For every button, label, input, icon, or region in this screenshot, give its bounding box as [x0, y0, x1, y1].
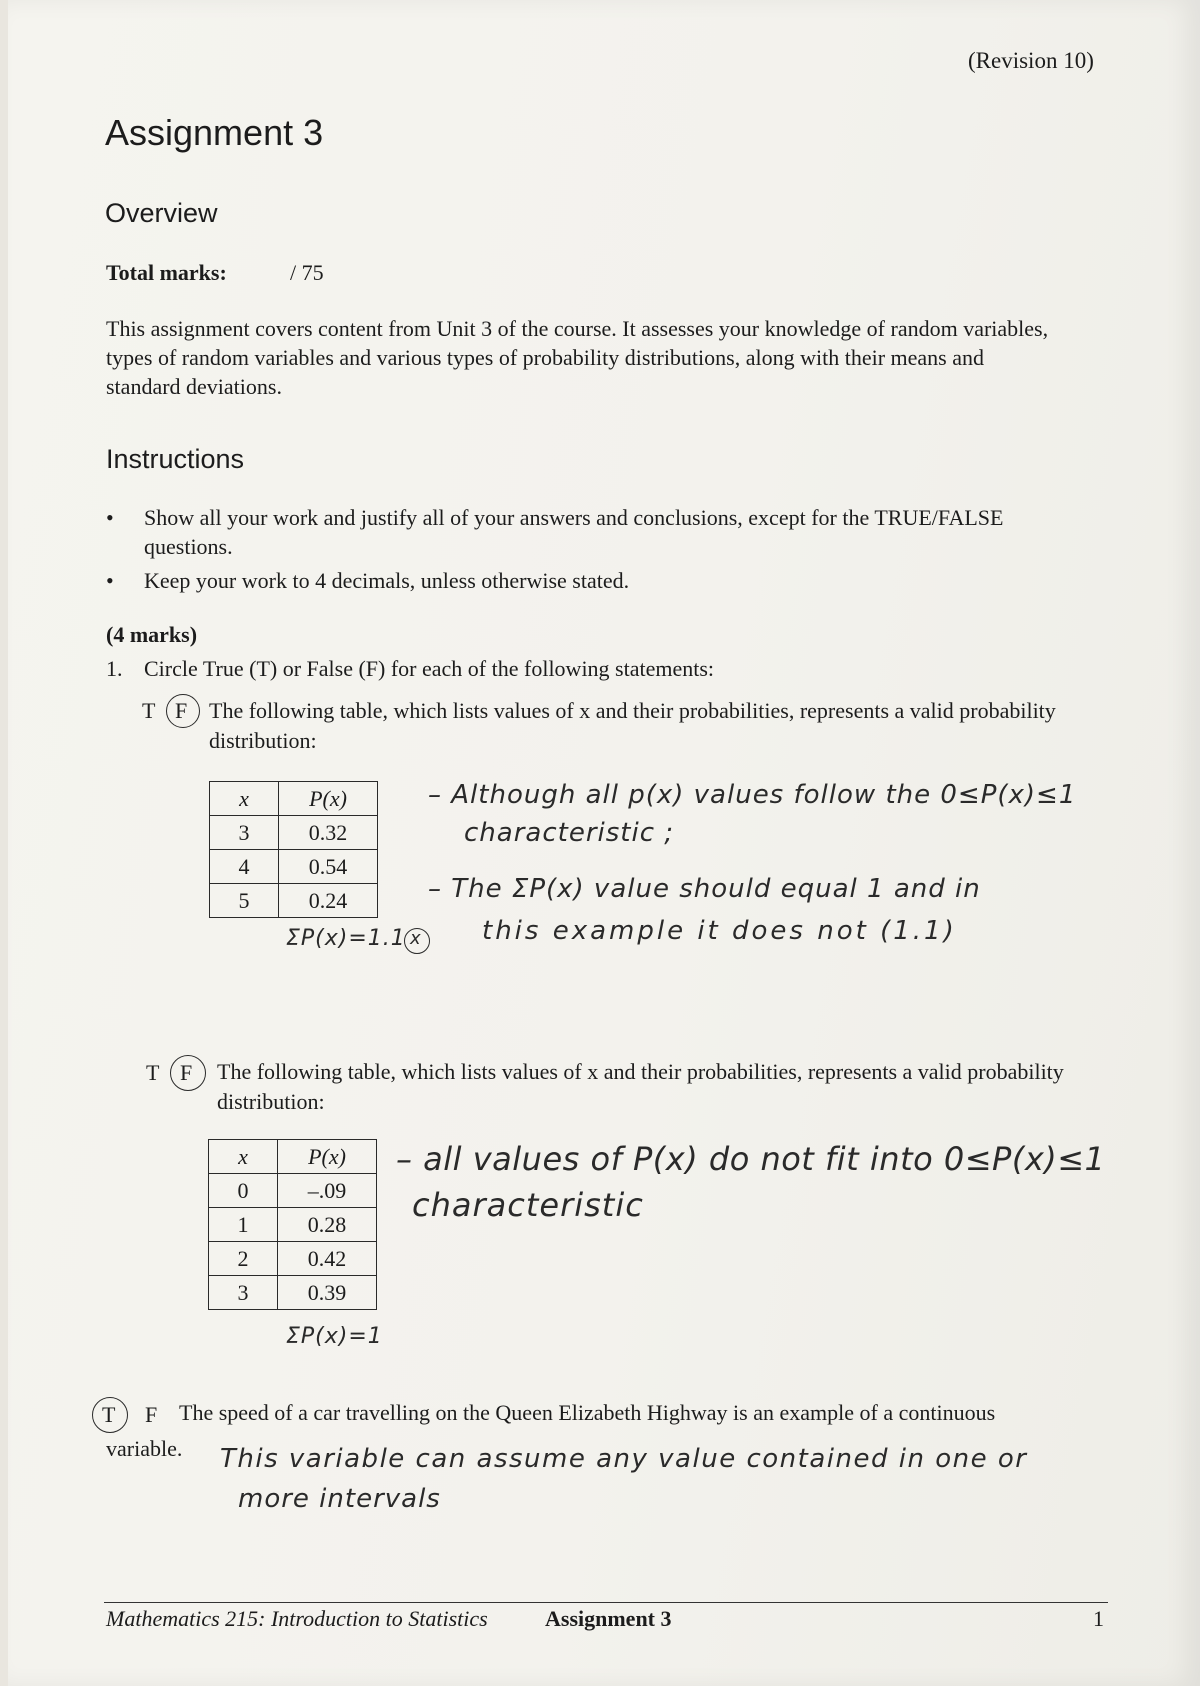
- instruction-text: Show all your work and justify all of your answers and conclusions, except for the TRUE/FALSE questions.: [144, 505, 1004, 559]
- handwritten-note: characteristic: [412, 1186, 644, 1224]
- handwritten-note: – Although all p(x) values follow the 0≤P(x)≤1: [428, 780, 1077, 810]
- cell-x: 1: [209, 1208, 278, 1242]
- handwritten-note: This variable can assume any value contained in one or: [220, 1444, 1028, 1474]
- instructions-heading: Instructions: [106, 444, 245, 474]
- table-row: [209, 1276, 377, 1310]
- instruction-text: Keep your work to 4 decimals, unless otherwise stated.: [144, 568, 630, 593]
- total-marks-label: Total marks:: [106, 260, 227, 285]
- cell-px: 0.42: [278, 1242, 377, 1276]
- cell-px: 0.54: [279, 850, 378, 884]
- cell-px: 0.32: [279, 816, 378, 850]
- statement-a: The following table, which lists values of x and their probabilities, represents a valid probability distribution:: [209, 698, 1056, 753]
- handwritten-note: more intervals: [238, 1484, 441, 1514]
- table-row: [210, 850, 378, 884]
- handwritten-mark: x: [410, 928, 421, 949]
- instruction-item: [106, 503, 1076, 563]
- cell-x: 3: [210, 816, 279, 850]
- handwritten-sum: ΣP(x)=1: [286, 1324, 383, 1349]
- cell-px: –.09: [278, 1174, 377, 1208]
- option-false-circled[interactable]: F: [180, 1060, 193, 1085]
- cell-px: 0.39: [278, 1276, 377, 1310]
- option-false[interactable]: F: [145, 1402, 158, 1427]
- handwritten-note: this example it does not (1.1): [482, 916, 957, 946]
- footer-divider: [104, 1602, 1108, 1603]
- table-header-row: [209, 1140, 377, 1174]
- distribution-table-b: [208, 1139, 377, 1310]
- instruction-item: [106, 566, 1076, 596]
- footer-course-title: Mathematics 215: Introduction to Statistics: [106, 1606, 488, 1631]
- overview-description: This assignment covers content from Unit 3 of the course. It assesses your knowledge of random variables, types of random variables and various types of probability distributions, along with their means and standard deviations.: [106, 316, 1049, 399]
- column-header-x: x: [210, 782, 279, 816]
- cell-x: 0: [209, 1174, 278, 1208]
- table-row: [209, 1242, 377, 1276]
- table-header-row: [210, 782, 378, 816]
- statement-c-continued: variable.: [106, 1436, 183, 1461]
- table-row: [209, 1208, 377, 1242]
- overview-heading: Overview: [105, 198, 218, 228]
- cell-x: 2: [209, 1242, 278, 1276]
- option-false-circled[interactable]: F: [175, 698, 188, 723]
- handwritten-sum: ΣP(x)=1.1: [286, 926, 406, 951]
- statement-b: The following table, which lists values of x and their probabilities, represents a valid probability distribution:: [217, 1059, 1064, 1114]
- table-row: [210, 816, 378, 850]
- statement-c: The speed of a car travelling on the Queen Elizabeth Highway is an example of a continuous: [179, 1400, 996, 1425]
- handwritten-note: characteristic ;: [464, 818, 675, 848]
- option-true[interactable]: T: [142, 698, 156, 723]
- cell-px: 0.24: [279, 884, 378, 918]
- cell-x: 3: [209, 1276, 278, 1310]
- table-row: [209, 1174, 377, 1208]
- bullet-icon: •: [106, 568, 114, 593]
- footer-assignment-title: Assignment 3: [545, 1606, 672, 1631]
- bullet-icon: •: [106, 505, 114, 530]
- total-marks-value: / 75: [290, 260, 324, 285]
- column-header-px: P(x): [279, 782, 378, 816]
- cell-px: 0.28: [278, 1208, 377, 1242]
- handwritten-note: – The ΣP(x) value should equal 1 and in: [428, 874, 981, 904]
- document-page: [8, 0, 1200, 1686]
- page-title: Assignment 3: [105, 112, 324, 153]
- handwritten-note: – all values of P(x) do not fit into 0≤P(x)≤1: [396, 1140, 1106, 1178]
- revision-label: (Revision 10): [968, 48, 1094, 73]
- question-marks: (4 marks): [106, 622, 198, 647]
- question-prompt: Circle True (T) or False (F) for each of the following statements:: [144, 656, 715, 681]
- cell-x: 5: [210, 884, 279, 918]
- option-true-circled[interactable]: T: [102, 1402, 116, 1427]
- column-header-x: x: [209, 1140, 278, 1174]
- option-true[interactable]: T: [146, 1060, 160, 1085]
- question-number: 1.: [106, 656, 123, 681]
- cell-x: 4: [210, 850, 279, 884]
- distribution-table-a: [209, 781, 378, 918]
- page-number: 1: [1093, 1606, 1104, 1631]
- table-row: [210, 884, 378, 918]
- column-header-px: P(x): [278, 1140, 377, 1174]
